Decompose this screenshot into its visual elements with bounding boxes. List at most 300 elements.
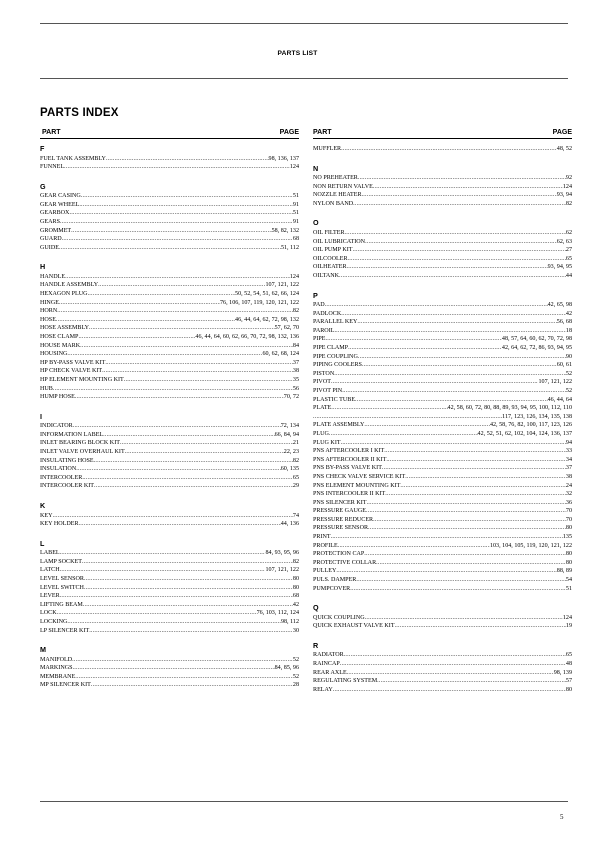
- dot-leader: [106, 155, 269, 164]
- index-entry: [313, 507, 572, 516]
- page-numbers: 91: [292, 218, 299, 225]
- page-numbers: 103, 104, 105, 119, 120, 121, 122: [489, 542, 572, 549]
- page-numbers: 93, 94, 95: [547, 264, 572, 271]
- dot-leader: [386, 456, 566, 465]
- index-entry: [313, 421, 572, 430]
- page-numbers: 19: [565, 623, 572, 630]
- part-name: GEAR WHEEL: [40, 201, 80, 208]
- part-name: NYLON BAND: [313, 200, 354, 207]
- index-entry: [40, 618, 299, 627]
- page-number: 5: [560, 813, 564, 821]
- index-entry: [313, 677, 572, 686]
- dot-leader: [56, 316, 235, 325]
- index-entry: [40, 592, 299, 601]
- page-numbers: 57: [565, 678, 572, 685]
- page-numbers: 60, 61: [556, 362, 572, 369]
- index-entry: [313, 567, 572, 576]
- index-entry: [40, 201, 299, 210]
- dot-leader: [84, 575, 293, 584]
- page-numbers: 42, 58, 60, 72, 80, 88, 89, 93, 94, 95, 100, 112, 110: [447, 405, 572, 412]
- section-letter: L: [40, 538, 45, 548]
- part-name: HINGE: [40, 299, 59, 306]
- part-name: RELAY: [313, 686, 333, 693]
- index-section: [313, 219, 572, 280]
- page-numbers: 52: [565, 387, 572, 394]
- page-numbers: 42, 52, 51, 62, 102, 104, 124, 136, 137: [477, 430, 572, 437]
- section-letter: N: [313, 163, 319, 173]
- part-name: REGULATING SYSTEM: [313, 678, 378, 685]
- index-entry: [40, 439, 299, 448]
- part-name: GEARS: [40, 218, 60, 225]
- dot-leader: [331, 378, 539, 387]
- dot-leader: [325, 301, 548, 310]
- page-numbers: 51: [292, 193, 299, 200]
- page-numbers: 36: [565, 499, 572, 506]
- part-name: LABEL: [40, 550, 60, 557]
- index-entry: [40, 209, 299, 218]
- part-name: INTERCOOLER KIT: [40, 483, 94, 490]
- index-entry: [40, 393, 299, 402]
- index-entry: [40, 218, 299, 227]
- dot-leader: [94, 482, 293, 491]
- index-entry: [40, 359, 299, 368]
- part-name: QUICK EXHAUST VALVE KIT: [313, 623, 395, 630]
- index-entry: [40, 155, 299, 164]
- part-name: PULS. DAMPER: [313, 577, 357, 584]
- part-name: NO PREHEATER: [313, 175, 358, 182]
- index-section: [313, 604, 572, 631]
- dot-leader: [358, 174, 566, 183]
- part-name: OILCOOLER: [313, 255, 348, 262]
- index-section: [313, 292, 572, 594]
- part-name: MP SILENCER KIT: [40, 682, 91, 689]
- index-entry: [313, 550, 572, 559]
- dot-leader: [353, 246, 566, 255]
- page-numbers: 21: [292, 440, 299, 447]
- page-numbers: 29: [292, 483, 299, 490]
- part-name: PAD: [313, 302, 325, 309]
- part-name: PULLEY: [313, 568, 337, 575]
- part-name: FUNNEL: [40, 164, 65, 171]
- index-entry: [40, 566, 299, 575]
- part-name: PNS SILENCER KIT: [313, 499, 367, 506]
- page-numbers: 42, 58, 76, 82, 100, 117, 123, 126: [489, 422, 572, 429]
- dot-leader: [382, 464, 566, 473]
- page-numbers: 18: [565, 327, 572, 334]
- index-entry: [40, 290, 299, 299]
- dot-leader: [80, 342, 293, 351]
- page-numbers: 60, 62, 68, 124: [262, 351, 299, 358]
- dot-leader: [53, 512, 293, 521]
- dot-leader: [102, 367, 293, 376]
- page-numbers: 107, 121, 122: [265, 282, 299, 289]
- section-letter: G: [40, 181, 46, 191]
- index-entry: [40, 367, 299, 376]
- index-entry: [40, 627, 299, 636]
- dot-leader: [340, 660, 566, 669]
- page-numbers: 62, 63: [556, 238, 572, 245]
- index-entry: [40, 342, 299, 351]
- dot-leader: [98, 281, 265, 290]
- page-numbers: 98, 136, 137: [268, 155, 299, 162]
- part-name: HOSE: [40, 316, 56, 323]
- dot-leader: [313, 413, 502, 422]
- part-name: OIL LUBRICATION: [313, 238, 366, 245]
- part-name: HORN: [40, 308, 58, 315]
- page-numbers: 35: [292, 376, 299, 383]
- index-entry: [40, 431, 299, 440]
- page-numbers: 42: [292, 601, 299, 608]
- index-entry: [40, 656, 299, 665]
- page-numbers: 98, 112: [280, 618, 299, 625]
- dot-leader: [334, 327, 565, 336]
- index-entry: [40, 664, 299, 673]
- part-name: HP BY-PASS VALVE KIT: [40, 359, 106, 366]
- index-entry: [313, 585, 572, 594]
- index-entry: [313, 447, 572, 456]
- index-entry: [40, 227, 299, 236]
- page-numbers: 124: [289, 273, 299, 280]
- index-entry: [313, 361, 572, 370]
- page-numbers: 42: [565, 310, 572, 317]
- page-numbers: 80: [292, 575, 299, 582]
- page-numbers: 84, 85, 96: [274, 665, 299, 672]
- part-name: PNS AFTERCOOLER I KIT: [313, 448, 385, 455]
- dot-leader: [366, 507, 566, 516]
- page-numbers: 72, 134: [280, 423, 299, 430]
- index-entry: [40, 333, 299, 342]
- part-name: OIL PUMP KIT: [313, 247, 353, 254]
- dot-leader: [59, 244, 281, 253]
- part-name: GROMMET: [40, 227, 72, 234]
- index-section: [313, 165, 572, 209]
- page-numbers: 27: [565, 247, 572, 254]
- page-numbers: 107, 121, 122: [265, 567, 299, 574]
- index-entry: [313, 404, 572, 413]
- dot-leader: [377, 677, 566, 686]
- page-numbers: 70: [565, 508, 572, 515]
- dot-leader: [59, 299, 220, 308]
- part-name: KEY HOLDER: [40, 521, 79, 528]
- part-name: PADLOCK: [313, 310, 342, 317]
- section-letter: H: [40, 262, 46, 272]
- dot-leader: [81, 192, 293, 201]
- page-numbers: 82: [565, 200, 572, 207]
- page-numbers: 91: [292, 201, 299, 208]
- index-entry: [40, 350, 299, 359]
- part-name: HANDLE ASSEMBLY: [40, 282, 99, 289]
- part-name: PNS INTERCOOLER II KIT: [313, 491, 386, 498]
- section-letter: M: [40, 645, 46, 655]
- dot-leader: [82, 474, 293, 483]
- dot-leader: [345, 229, 566, 238]
- part-name: PARALLEL KEY: [313, 319, 358, 326]
- index-entry: [40, 584, 299, 593]
- index-entry: [40, 422, 299, 431]
- dot-leader: [57, 307, 293, 316]
- index-entry: [313, 439, 572, 448]
- page-numbers: 124: [562, 183, 572, 190]
- index-entry: [313, 533, 572, 542]
- index-section: [40, 263, 299, 401]
- page-numbers: 60, 135: [280, 466, 299, 473]
- dot-leader: [69, 209, 292, 218]
- page-numbers: 70: [565, 516, 572, 523]
- dot-leader: [367, 499, 566, 508]
- part-name: NOZZLE HEATER: [313, 192, 362, 199]
- page-numbers: 66, 84, 94: [274, 431, 299, 438]
- dot-leader: [82, 558, 293, 567]
- index-section: [40, 540, 299, 635]
- part-name: OILTANK: [313, 272, 340, 279]
- page-numbers: 33: [565, 448, 572, 455]
- page-numbers: 135: [562, 534, 572, 541]
- part-name: HANDLE: [40, 273, 66, 280]
- index-entry: [313, 464, 572, 473]
- page-numbers: 65: [292, 474, 299, 481]
- page-numbers: 50, 52, 54, 51, 62, 66, 124: [235, 291, 299, 298]
- page-numbers: 65: [565, 652, 572, 659]
- index-entry: [313, 255, 572, 264]
- index-entry: [40, 482, 299, 491]
- index-entry: [40, 549, 299, 558]
- index-section: [40, 502, 299, 529]
- page-numbers: 30: [292, 627, 299, 634]
- dot-leader: [329, 430, 478, 439]
- right-index-body: [313, 145, 572, 694]
- index-entry: [313, 370, 572, 379]
- part-name: HUB: [40, 385, 53, 392]
- dot-leader: [79, 201, 293, 210]
- index-entry: [313, 387, 572, 396]
- page-numbers: 84: [292, 342, 299, 349]
- page-column-label: PAGE: [552, 129, 572, 136]
- part-name: PIPE: [313, 336, 326, 343]
- index-entry: [40, 324, 299, 333]
- part-name: PLATE ASSEMBLY: [313, 422, 365, 429]
- part-name: RAINCAP: [313, 661, 340, 667]
- part-name: NON RETURN VALVE: [313, 183, 373, 190]
- part-name: PIVOT PIN: [313, 387, 343, 394]
- page-numbers: 57, 62, 70: [274, 325, 299, 332]
- index-entry: [40, 163, 299, 172]
- index-entry: [40, 316, 299, 325]
- index-entry: [313, 456, 572, 465]
- index-entry: [40, 235, 299, 244]
- index-entry: [313, 238, 572, 247]
- index-entry: [313, 318, 572, 327]
- footer-rule: [40, 801, 568, 802]
- dot-leader: [67, 350, 262, 359]
- page-numbers: 48: [565, 661, 572, 667]
- part-name: LATCH: [40, 567, 60, 574]
- page-numbers: 62: [565, 229, 572, 236]
- index-entry: [40, 192, 299, 201]
- page-numbers: 56: [292, 385, 299, 392]
- page-numbers: 22, 23: [283, 449, 299, 456]
- dot-leader: [75, 393, 284, 402]
- part-name: PUMPCOVER: [313, 585, 351, 592]
- section-letter: R: [313, 640, 319, 650]
- index-section: [40, 646, 299, 690]
- dot-leader: [331, 533, 563, 542]
- index-entry: [313, 229, 572, 238]
- part-name: INFORMATION LABEL: [40, 431, 104, 438]
- index-entry: [40, 376, 299, 385]
- part-name: MANIFOLD: [40, 656, 73, 663]
- index-entry: [313, 396, 572, 405]
- index-entry: [40, 681, 299, 690]
- part-column-label: PART: [313, 129, 332, 136]
- part-name: GEARBOX: [40, 210, 70, 217]
- page-numbers: 48, 57, 64, 60, 62, 70, 72, 98: [501, 336, 572, 343]
- index-entry: [40, 281, 299, 290]
- dot-leader: [71, 227, 271, 236]
- section-letter: O: [313, 218, 319, 228]
- part-name: MEMBRANE: [40, 673, 76, 680]
- dot-leader: [356, 576, 566, 585]
- index-entry: [313, 183, 572, 192]
- part-name: OIL FILTER: [313, 229, 345, 236]
- dot-leader: [347, 263, 548, 272]
- part-column-label: PART: [42, 129, 61, 136]
- part-name: OILHEATER: [313, 264, 347, 271]
- dot-leader: [348, 344, 502, 353]
- dot-leader: [342, 387, 566, 396]
- dot-leader: [89, 627, 293, 636]
- part-name: PROTECTIVE COLLAR: [313, 559, 377, 566]
- part-name: PNS CHECK VALVE SERVICE KIT: [313, 473, 406, 480]
- dot-leader: [65, 273, 290, 282]
- dot-leader: [88, 290, 235, 299]
- part-name: LP SILENCER KIT: [40, 627, 90, 634]
- dot-leader: [350, 585, 566, 594]
- dot-leader: [83, 601, 293, 610]
- part-name: PIPE CLAMP: [313, 345, 349, 351]
- part-name: HOUSING: [40, 351, 68, 358]
- index-entry: [313, 490, 572, 499]
- page-numbers: 98, 139: [553, 669, 572, 676]
- dot-leader: [341, 310, 566, 319]
- part-name: LOCK: [40, 610, 57, 617]
- page-numbers: 124: [289, 164, 299, 171]
- part-name: KEY: [40, 512, 53, 519]
- page-numbers: 46, 44, 64, 60, 62, 66, 70, 72, 98, 132, 136: [195, 334, 299, 340]
- index-entry: [313, 430, 572, 439]
- dot-leader: [76, 465, 280, 474]
- index-entry: [313, 301, 572, 310]
- part-name: PIVOT: [313, 379, 331, 386]
- index-entry: [40, 558, 299, 567]
- dot-leader: [62, 235, 293, 244]
- index-section: [40, 413, 299, 491]
- dot-leader: [376, 559, 566, 568]
- dot-leader: [333, 686, 566, 695]
- index-entry: [40, 474, 299, 483]
- dot-leader: [365, 614, 563, 623]
- dot-leader: [368, 524, 566, 533]
- page-numbers: 82: [292, 558, 299, 565]
- dot-leader: [362, 361, 557, 370]
- part-name: PISTON: [313, 370, 335, 377]
- dot-leader: [364, 550, 566, 559]
- dot-leader: [331, 404, 447, 413]
- dot-leader: [362, 191, 557, 200]
- part-name: LEVEL SWITCH: [40, 584, 84, 591]
- dot-leader: [338, 542, 490, 551]
- page-numbers: 32: [565, 491, 572, 498]
- part-name: INLET BEARING BLOCK KIT: [40, 440, 120, 447]
- part-name: PRESSURE REDUCER: [313, 516, 374, 523]
- dot-leader: [91, 681, 293, 690]
- index-entry: [313, 246, 572, 255]
- index-entry: [313, 669, 572, 678]
- dot-leader: [405, 473, 566, 482]
- dot-leader: [60, 549, 266, 558]
- part-name: PNS ELEMENT MOUNTING KIT: [313, 482, 401, 489]
- dot-leader: [53, 385, 293, 394]
- index-entry: [40, 385, 299, 394]
- part-name: LIFTING BEAM: [40, 601, 83, 608]
- page-numbers: 51: [292, 210, 299, 217]
- dot-leader: [57, 609, 257, 618]
- page-numbers: 70, 72: [283, 394, 299, 401]
- header-rule: [40, 78, 568, 79]
- page-numbers: 51: [565, 585, 572, 592]
- dot-leader: [105, 359, 293, 368]
- dot-leader: [84, 584, 293, 593]
- page-numbers: 38: [292, 368, 299, 375]
- page-numbers: 28: [292, 682, 299, 689]
- page-numbers: 65: [565, 255, 572, 262]
- page-column-label: PAGE: [279, 129, 299, 136]
- index-entry: [313, 482, 572, 491]
- dot-leader: [124, 376, 293, 385]
- part-name: HOUSE MARK: [40, 342, 81, 349]
- dot-leader: [385, 490, 566, 499]
- index-entry: [40, 457, 299, 466]
- index-entry: [313, 200, 572, 209]
- index-entry: [40, 673, 299, 682]
- dot-leader: [64, 163, 290, 172]
- index-entry: [313, 473, 572, 482]
- page-numbers: 37: [292, 359, 299, 366]
- page-numbers: 82: [292, 457, 299, 464]
- part-name: MUFFLER: [313, 146, 342, 152]
- page-numbers: 93, 94: [556, 192, 572, 199]
- part-name: INSULATING HOSE: [40, 457, 94, 464]
- part-name: INLET VALVE OVERHAUL KIT: [40, 449, 125, 456]
- index-section: [313, 642, 572, 694]
- dot-leader: [353, 200, 566, 209]
- part-name: INDICATOR: [40, 423, 73, 430]
- index-entry: [40, 609, 299, 618]
- page-numbers: 44, 136: [280, 521, 299, 528]
- dot-leader: [103, 431, 274, 440]
- section-letter: Q: [313, 603, 319, 613]
- dot-leader: [400, 482, 566, 491]
- page-numbers: 94: [565, 439, 572, 446]
- index-entry: [313, 542, 572, 551]
- dot-leader: [348, 255, 566, 264]
- page-numbers: 34: [565, 456, 572, 463]
- page-numbers: 82: [292, 308, 299, 315]
- dot-leader: [72, 656, 293, 665]
- index-entry: [313, 174, 572, 183]
- page-numbers: 80: [292, 584, 299, 591]
- dot-leader: [79, 520, 281, 529]
- page-numbers: 42, 65, 98: [547, 302, 572, 309]
